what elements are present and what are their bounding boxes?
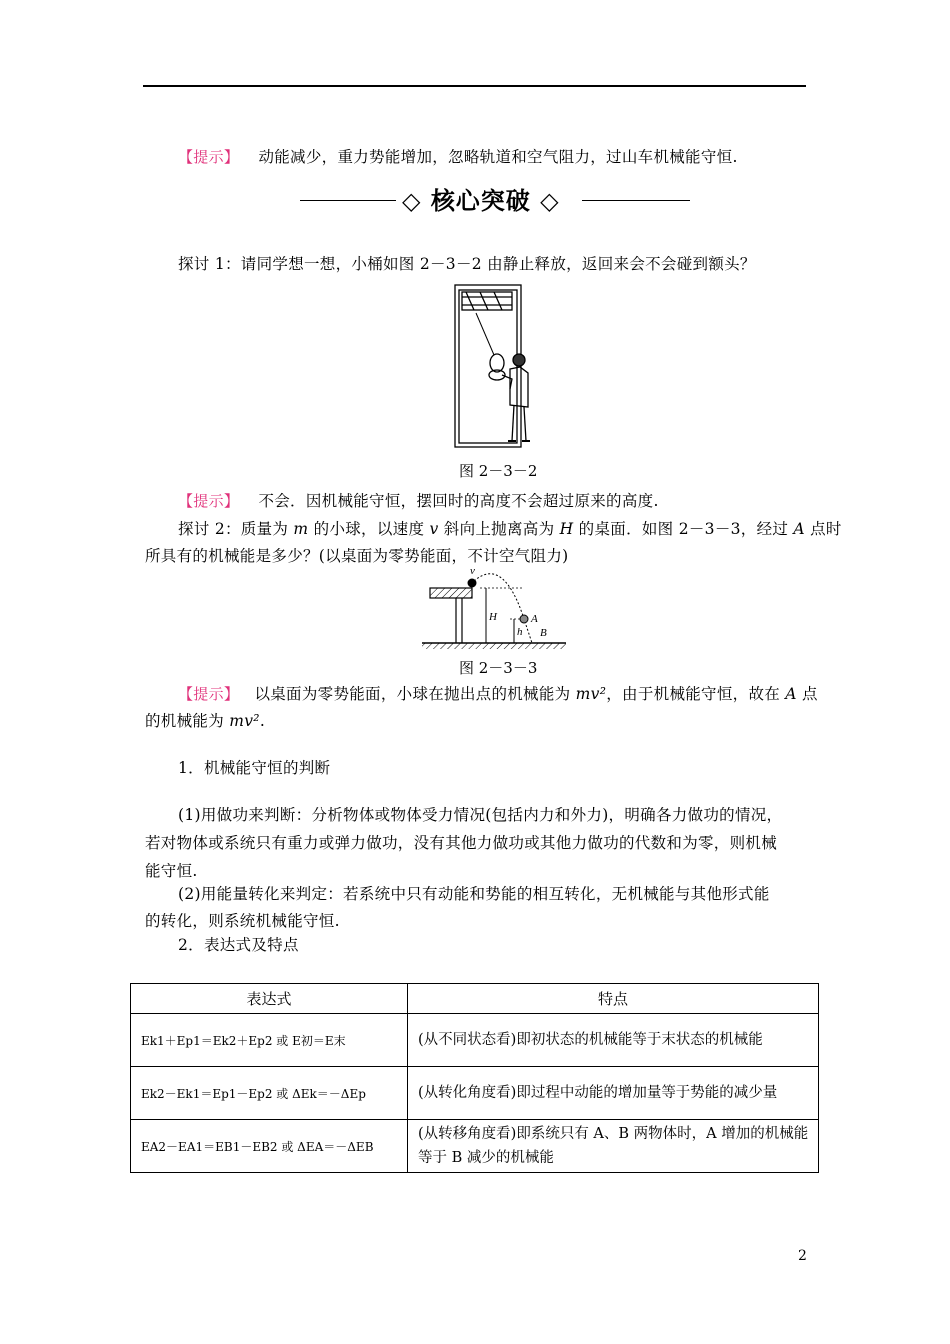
figure-1-caption: 图 2－3－2 xyxy=(459,462,538,480)
formula-cell: Ek1＋Ep1＝Ek2＋Ep2 或 E初＝E末 xyxy=(131,1014,408,1067)
text: 以桌面为零势能面，小球在抛出点的机械能为 xyxy=(254,685,576,703)
ball-a xyxy=(520,615,528,623)
hint-1-text: 动能减少，重力势能增加，忽略轨道和空气阻力，过山车机械能守恒. xyxy=(258,148,738,166)
hint-2-text: 不会．因机械能守恒，摆回时的高度不会超过原来的高度. xyxy=(258,492,659,510)
item-1-title: 1．机械能守恒的判断 xyxy=(178,759,331,777)
description-cell: (从不同状态看)即初状态的机械能等于末状态的机械能 xyxy=(408,1014,819,1067)
table-header-expression: 表达式 xyxy=(131,984,408,1014)
hint-1 xyxy=(178,143,738,172)
description-cell: (从转化角度看)即过程中动能的增加量等于势能的减少量 xyxy=(408,1067,819,1120)
var-A: A xyxy=(793,520,805,538)
text: 的桌面．如图 2－3－3，经过 xyxy=(573,520,794,538)
table-row xyxy=(131,1067,819,1120)
text: ，由于机械能守恒，故在 xyxy=(606,685,786,703)
table-row xyxy=(131,1120,819,1173)
text: 的机械能为 xyxy=(145,712,230,730)
table-top xyxy=(430,588,472,598)
hint-2 xyxy=(178,487,659,516)
header-rule xyxy=(143,85,806,87)
table-row xyxy=(131,1014,819,1067)
heading-line-left xyxy=(300,200,396,201)
section-heading xyxy=(300,180,690,220)
hint-label: 【提示】 xyxy=(178,492,240,510)
page-number: 2 xyxy=(798,1248,807,1264)
table-header-row xyxy=(131,984,819,1014)
item-1-para-2-line-1: (2)用能量转化来判定：若系统中只有动能和势能的相互转化，无机械能与其他形式能 xyxy=(178,885,770,903)
var-m: m xyxy=(293,520,309,538)
item-1-para-1-line-1: (1)用做功来判断：分析物体或物体受力情况(包括内力和外力)，明确各力做功的情况， xyxy=(178,806,783,824)
label-h: h xyxy=(517,626,523,638)
text: . xyxy=(259,712,266,730)
label-v: v xyxy=(470,565,475,577)
section-heading-title: ◇ 核心突破 ◇ xyxy=(402,187,560,215)
item-1-para-1-line-3: 能守恒. xyxy=(145,862,198,880)
var-mv2: mv² xyxy=(575,685,607,703)
var-H: H xyxy=(559,520,574,538)
figure-projectile xyxy=(420,563,570,653)
formula-cell: EA2－EA1＝EB1－EB2 或 ΔEA＝－ΔEB xyxy=(131,1120,408,1173)
var-mv2: mv² xyxy=(229,712,260,730)
hint-label: 【提示】 xyxy=(178,685,240,703)
heading-line-right xyxy=(582,200,690,201)
var-v: v xyxy=(429,520,439,538)
label-B: B xyxy=(540,627,547,639)
item-1-para-1-line-2: 若对物体或系统只有重力或弹力做功，没有其他力做功或其他力做功的代数和为零，则机械 xyxy=(145,834,778,852)
hint-3-line-1 xyxy=(178,680,818,709)
text: 点时 xyxy=(804,520,842,538)
text: 探讨 2：质量为 xyxy=(178,520,294,538)
item-1-para-2-line-2: 的转化，则系统机械能守恒. xyxy=(145,912,340,930)
discussion-1: 探讨 1：请同学想一想，小桶如图 2－3－2 由静止释放，返回来会不会碰到额头？ xyxy=(178,255,756,273)
text: 斜向上抛离高为 xyxy=(438,520,560,538)
discussion-2-line-1 xyxy=(178,515,842,544)
discussion-2-line-2: 所具有的机械能是多少？(以桌面为零势能面，不计空气阻力) xyxy=(145,547,569,565)
trajectory xyxy=(474,574,532,643)
label-H: H xyxy=(489,611,497,623)
figure-bucket-pendulum xyxy=(450,283,550,453)
table-header-feature: 特点 xyxy=(408,984,819,1014)
description-cell: (从转移角度看)即系统只有 A、B 两物体时，A 增加的机械能等于 B 减少的机械能 xyxy=(408,1120,819,1173)
item-2-title: 2．表达式及特点 xyxy=(178,936,299,954)
formula-cell: Ek2－Ek1＝Ep1－Ep2 或 ΔEk＝－ΔEp xyxy=(131,1067,408,1120)
text: 的小球，以速度 xyxy=(308,520,430,538)
label-A: A xyxy=(531,613,538,625)
var-A: A xyxy=(785,685,797,703)
expression-table xyxy=(130,983,819,1173)
hint-3-line-2 xyxy=(145,707,265,736)
figure-2-caption: 图 2－3－3 xyxy=(459,659,538,677)
hint-label: 【提示】 xyxy=(178,148,240,166)
text: 点 xyxy=(796,685,818,703)
